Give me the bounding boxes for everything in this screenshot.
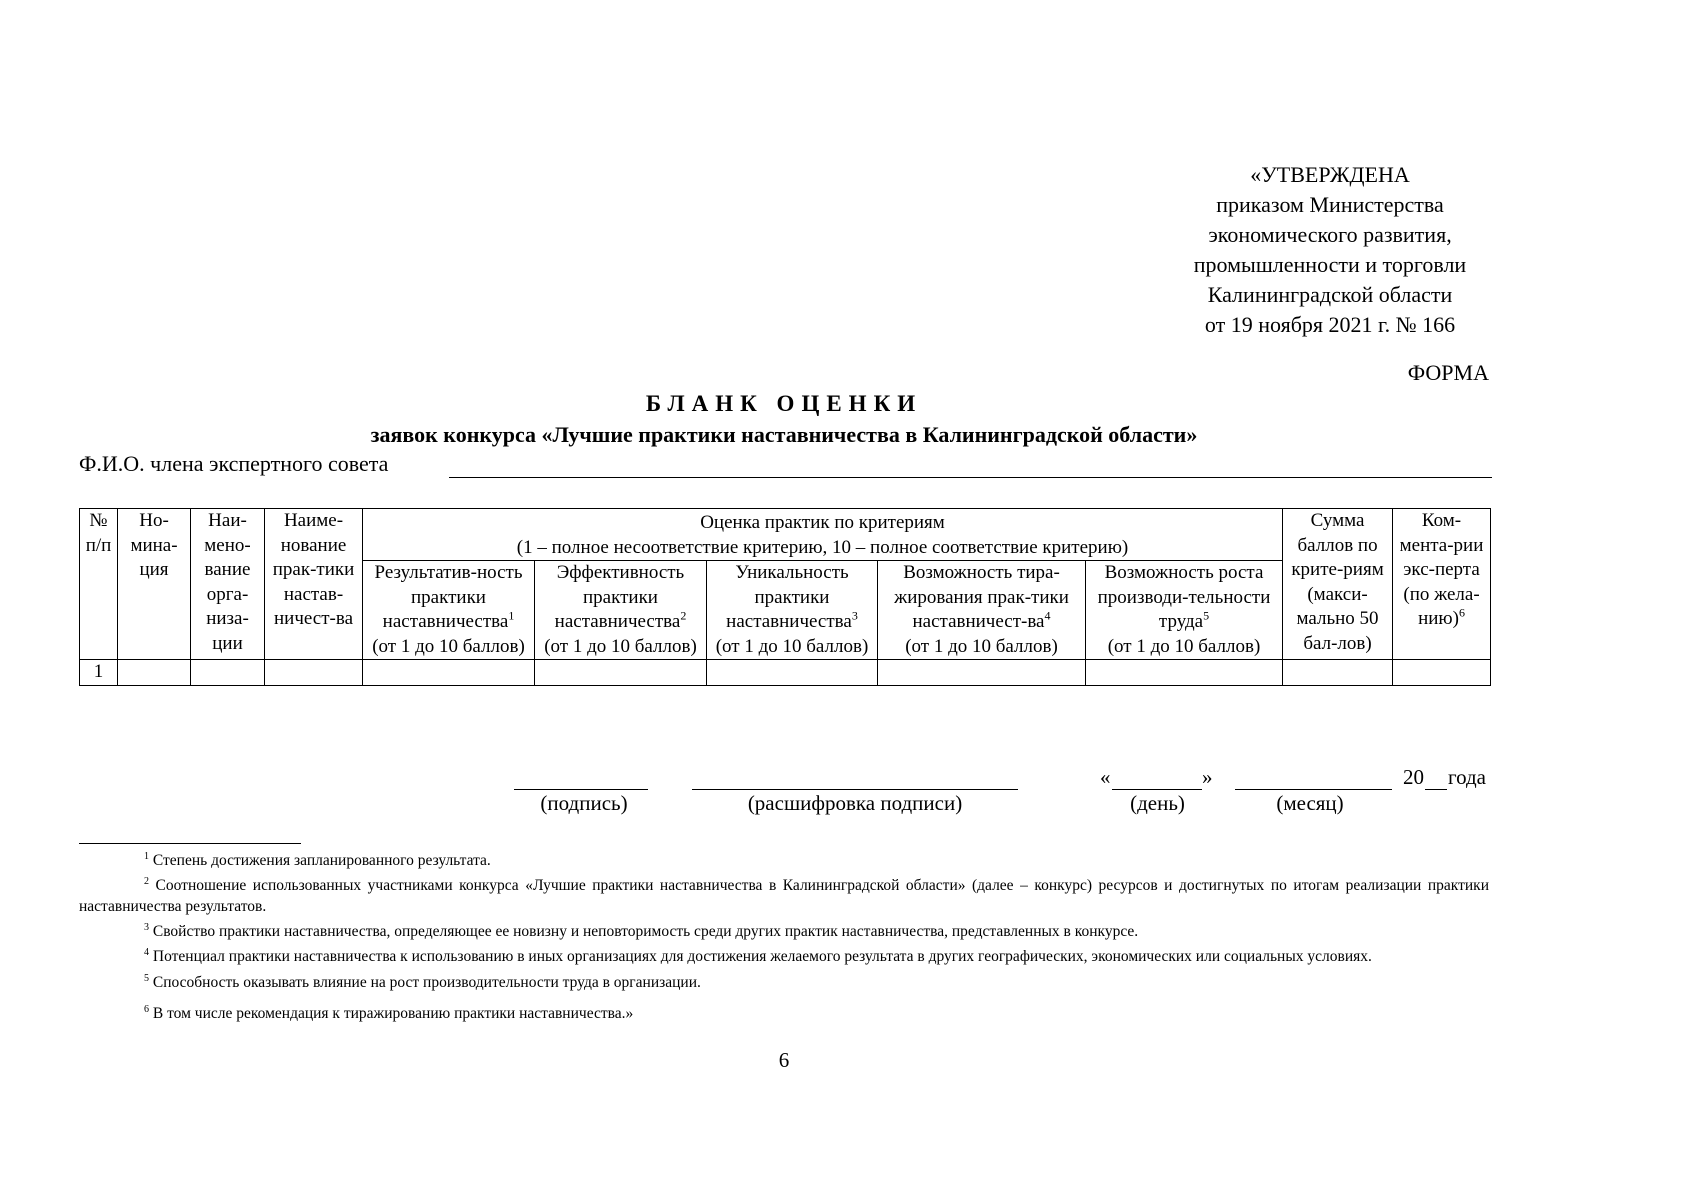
- cell-organization[interactable]: [191, 660, 265, 686]
- footnote-text: Потенциал практики наставничества к использованию в иных организациях для достижения желаемого результата в других географических, экономических или социальных условиях.: [152, 948, 1372, 966]
- footnote-number: 5: [144, 972, 149, 984]
- cell-comments[interactable]: [1393, 660, 1491, 686]
- footnote-ref: 2: [680, 608, 687, 623]
- header-comments-text: Ком-мента-рии экс-перта (по жела-нию): [1399, 510, 1484, 629]
- criterion-text: Эффективность практики наставничества: [554, 562, 685, 632]
- year-prefix: 20: [1403, 765, 1424, 789]
- footnote-number: 4: [144, 947, 149, 959]
- signature-field[interactable]: [514, 789, 648, 790]
- header-comments: [1393, 509, 1491, 660]
- document-title: БЛАНК ОЦЕНКИ: [645, 391, 923, 416]
- footnote-number: 3: [144, 922, 149, 934]
- year-suffix: года: [1448, 765, 1486, 789]
- cell-score-uniqueness[interactable]: [707, 660, 878, 686]
- header-criterion-efficiency: [535, 561, 707, 660]
- criteria-title: Оценка практик по критериям: [700, 512, 945, 533]
- quote-open: «: [1100, 765, 1111, 789]
- header-criteria: [363, 509, 1283, 561]
- page-number: 6: [778, 1048, 790, 1072]
- approval-line: экономического развития,: [1208, 222, 1452, 247]
- footnote: [79, 917, 1489, 942]
- evaluation-table: [79, 508, 1491, 686]
- footnote-separator: [79, 843, 301, 844]
- criterion-range: (от 1 до 10 баллов): [544, 635, 697, 657]
- footnote-number: 6: [144, 1003, 149, 1015]
- signature-label: (подпись): [540, 791, 628, 815]
- row-number: 1: [80, 660, 118, 686]
- criteria-scale: (1 – полное несоответствие критерию, 10 – полное соответствие критерию): [516, 536, 1129, 558]
- approval-line: промышленности и торговли: [1193, 252, 1467, 277]
- header-organization: Наи-мено-вание орга-низа-ции: [191, 509, 265, 660]
- form-label: ФОРМА: [1407, 360, 1489, 385]
- decoding-label: (расшифровка подписи): [747, 791, 963, 815]
- footnote: [79, 942, 1489, 967]
- footnote: [79, 846, 1489, 871]
- header-criterion-uniqueness: [707, 561, 878, 660]
- cell-score-productivity[interactable]: [1086, 660, 1283, 686]
- cell-practice-name[interactable]: [265, 660, 363, 686]
- footnote-text: Способность оказывать влияние на рост производительности труда в организации.: [152, 973, 701, 991]
- footnote-ref: 6: [1458, 605, 1465, 620]
- day-field[interactable]: [1112, 789, 1202, 790]
- criterion-range: (от 1 до 10 баллов): [905, 635, 1058, 657]
- approval-line: приказом Министерства: [1216, 192, 1444, 217]
- document-subtitle: заявок конкурса «Лучшие практики наставничества в Калининградской области»: [370, 422, 1198, 447]
- cell-score-effectiveness[interactable]: [363, 660, 535, 686]
- criterion-text: Возможность тира-жирования прак-тики наставничест-ва: [894, 562, 1069, 632]
- footnote-text: Степень достижения запланированного результата.: [152, 852, 491, 870]
- footnote-ref: 5: [1203, 608, 1210, 623]
- footnote-ref: 3: [851, 608, 858, 623]
- footnote: [79, 999, 1489, 1024]
- cell-score-efficiency[interactable]: [535, 660, 707, 686]
- footnote-ref: 1: [508, 608, 515, 623]
- month-label: (месяц): [1276, 791, 1344, 815]
- criterion-text: Уникальность практики наставничества: [726, 562, 852, 632]
- footnote-text: В том числе рекомендация к тиражированию практики наставничества.»: [152, 1004, 634, 1022]
- criterion-text: Возможность роста производи-тельности труда: [1097, 562, 1271, 632]
- month-field[interactable]: [1235, 789, 1392, 790]
- criterion-range: (от 1 до 10 баллов): [715, 635, 869, 657]
- signature-decoding-field[interactable]: [692, 789, 1018, 790]
- cell-sum[interactable]: [1283, 660, 1393, 686]
- cell-nomination[interactable]: [118, 660, 191, 686]
- day-label: (день): [1130, 791, 1185, 815]
- header-criterion-productivity: [1086, 561, 1283, 660]
- cell-score-replication[interactable]: [878, 660, 1086, 686]
- table-row: [80, 660, 1491, 686]
- header-sum: Сумма баллов по крите-риям (макси-мально 50 бал-лов): [1283, 509, 1393, 660]
- approval-stamp: [1150, 160, 1510, 340]
- header-practice-name: Наиме-нование прак-тики настав-ничест-ва: [265, 509, 363, 660]
- header-number: № п/п: [80, 509, 118, 660]
- approval-line: «УТВЕРЖДЕНА: [1250, 162, 1410, 187]
- approval-line: от 19 ноября 2021 г. № 166: [1204, 312, 1456, 337]
- quote-close: »: [1202, 765, 1213, 789]
- expert-name-label: Ф.И.О. члена экспертного совета: [79, 451, 389, 476]
- criterion-range: (от 1 до 10 баллов): [372, 635, 525, 657]
- criterion-text: Результатив-ность практики наставничества: [374, 562, 523, 632]
- header-nomination: Но-мина-ция: [118, 509, 191, 660]
- header-criterion-effectiveness: [363, 561, 535, 660]
- footnotes: [79, 846, 1489, 1024]
- footnote-text: Соотношение использованных участниками конкурса «Лучшие практики наставничества в Калининградской области» (далее – конкурс) ресурсов и достигнутых по итогам реализации практики наставничества результатов.: [79, 877, 1489, 916]
- footnote-text: Свойство практики наставничества, определяющее ее новизну и неповторимость среди других практик наставничества, представленных в конкурсе.: [152, 923, 1139, 941]
- footnote-number: 1: [144, 851, 149, 862]
- expert-name-field[interactable]: [449, 477, 1492, 478]
- header-criterion-replication: [878, 561, 1086, 660]
- approval-line: Калининградской области: [1207, 282, 1453, 307]
- footnote-number: 2: [144, 876, 149, 888]
- footnote-ref: 4: [1044, 608, 1051, 623]
- footnote: [79, 871, 1489, 917]
- year-field[interactable]: [1425, 789, 1447, 790]
- footnote: [79, 968, 1489, 993]
- criterion-range: (от 1 до 10 баллов): [1107, 635, 1261, 657]
